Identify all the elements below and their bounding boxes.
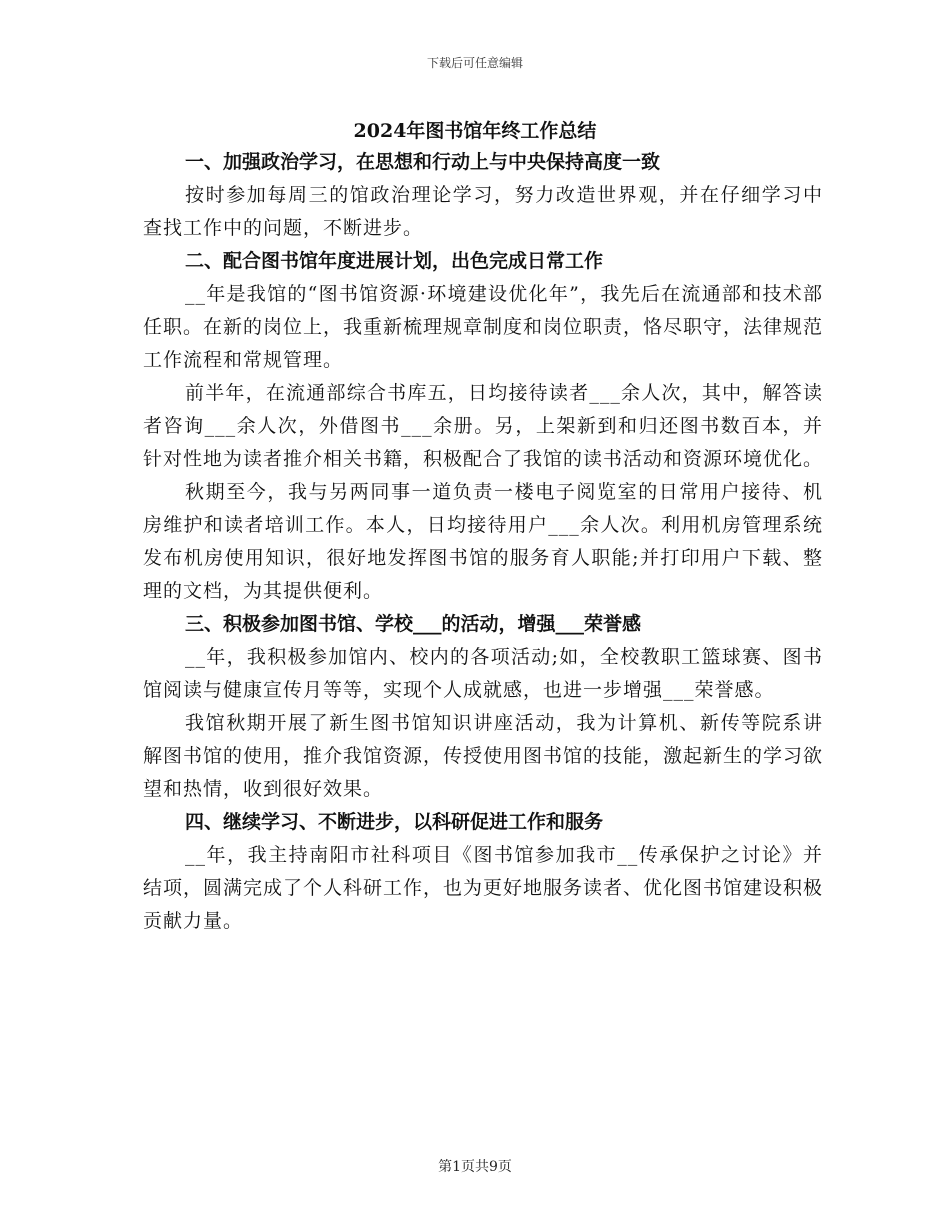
- paragraph: __年，我主持南阳市社科项目《图书馆参加我市__传承保护之讨论》并结项，圆满完成了个人科研工作，也为更好地服务读者、优化图书馆建设积极贡献力量。: [143, 844, 824, 932]
- section-heading-2: 二、配合图书馆年度进展计划，出色完成日常工作: [185, 250, 604, 272]
- page-number: 第1页共9页: [438, 1159, 512, 1175]
- paragraph: 秋期至今，我与另两同事一道负责一楼电子阅览室的日常用户接待、机房维护和读者培训工作。本人，日均接待用户___余人次。利用机房管理系统发布机房使用知识，很好地发挥图书馆的服务育人职能;并打印用户下载、整理的文档，为其提供便利。: [143, 481, 823, 602]
- document-title: 2024年图书馆年终工作总结: [353, 120, 597, 142]
- section-heading-1: 一、加强政治学习，在思想和行动上与中央保持高度一致: [185, 151, 661, 173]
- document-body: [143, 146, 823, 938]
- paragraph: __年是我馆的“图书馆资源·环境建设优化年”，我先后在流通部和技术部任职。在新的岗位上，我重新梳理规章制度和岗位职责，恪尽职守，法律规范工作流程和常规管理。: [143, 283, 824, 371]
- paragraph: 我馆秋期开展了新生图书馆知识讲座活动，我为计算机、新传等院系讲解图书馆的使用，推介我馆资源，传授使用图书馆的技能，激起新生的学习欲望和热情，收到很好效果。: [143, 712, 824, 800]
- paragraph: 按时参加每周三的馆政治理论学习，努力改造世界观，并在仔细学习中查找工作中的问题，不断进步。: [143, 184, 823, 239]
- paragraph: 前半年，在流通部综合书库五，日均接待读者___余人次，其中，解答读者咨询___余人次，外借图书___余册。另，上架新到和归还图书数百本，并针对性地为读者推介相关书籍，积极配合了我馆的读书活动和资源环境优化。: [143, 382, 824, 470]
- header-note: 下载后可任意编辑: [426, 56, 523, 70]
- paragraph: __年，我积极参加馆内、校内的各项活动;如，全校教职工篮球赛、图书馆阅读与健康宣传月等等，实现个人成就感，也进一步增强___荣誉感。: [143, 646, 823, 701]
- section-heading-3: 三、积极参加图书馆、学校___的活动，增强___荣誉感: [185, 613, 642, 635]
- section-heading-4: 四、继续学习、不断进步，以科研促进工作和服务: [185, 811, 604, 833]
